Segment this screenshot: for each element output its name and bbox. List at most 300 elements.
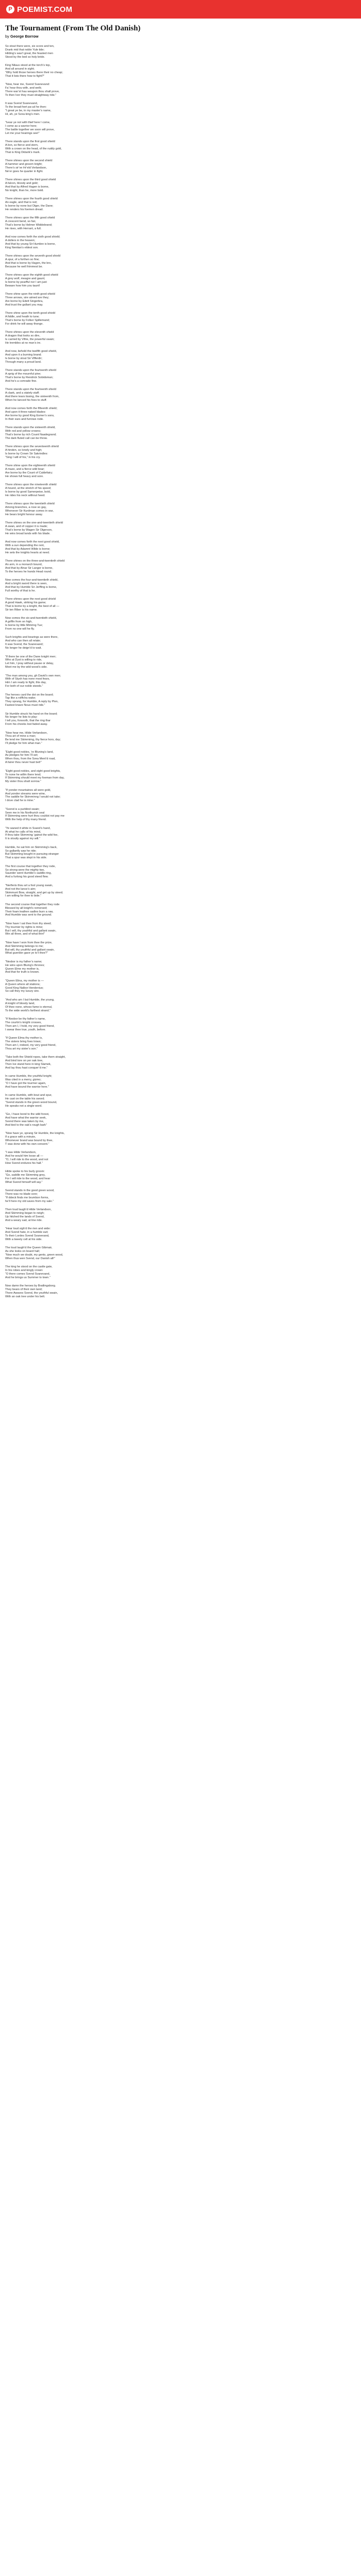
poem-line: I come as a warrior here; — [5, 124, 37, 128]
poem-line: The saddle for Skimminng I would not take; — [5, 795, 61, 799]
poem-line: He trembles at no man’s ire. — [5, 341, 41, 345]
poem-line: And that for truth is known. — [5, 971, 40, 974]
poem-line: A good Hawk, striking his game; — [5, 601, 46, 605]
poem-line: And he would him loose all — — [5, 1154, 43, 1158]
stanza — [5, 1246, 361, 1261]
poem-line: Tap like a rolffcha wake; — [5, 697, 36, 700]
poem-line: And Skimming belongs to me; — [5, 944, 44, 948]
poem-line: A hinden, so lonely and high; — [5, 449, 42, 452]
poem-line: “If yonder mountaines all were gold, — [5, 788, 51, 792]
poem-line: Through many a proud land. — [5, 360, 42, 364]
poem-line: he’ll here my old saves from my sale.” — [5, 1199, 54, 1203]
stanza — [5, 751, 361, 765]
poem-line: There shine upon the eighteenth shield — [5, 464, 55, 468]
poem-line: “O, I will ride to the wood, and not — [5, 1158, 48, 1161]
poem-line: And not the lance’s aim; — [5, 887, 36, 891]
poem-line: With red and yellow crowns; — [5, 430, 41, 433]
poem-line: And a bright sword there is seen, — [5, 582, 47, 586]
poem-line: “Ye waned it white in Svand’s hand, — [5, 826, 51, 830]
poem-body — [5, 45, 361, 1299]
poem-line: Thy tournier by rights is mine; — [5, 925, 43, 929]
poem-line: There shines upon the eleventh shield — [5, 331, 54, 334]
stanza — [5, 312, 361, 326]
poem-line: At what he calls of his mind, — [5, 830, 41, 834]
stanza — [5, 274, 361, 288]
poem-line: There war’st hau weapon thou shall prove, — [5, 90, 60, 93]
poem-line: Queen Elme my mother is, — [5, 967, 40, 971]
poem-line: And that by young Sir Humbre is borne, — [5, 242, 56, 246]
poem-line: A hound, at the stretch of his speed; — [5, 487, 52, 490]
site-logo-text[interactable]: POEMIST.COM — [17, 5, 73, 14]
stanza — [5, 159, 361, 174]
poem-line: Thou art of mine a man; — [5, 735, 36, 738]
poem-line: There shines upon the eighth good shield — [5, 274, 58, 277]
poem-line: It was Svend, the Svanevand; — [5, 643, 44, 647]
poem-line: For drink he will away thonge. — [5, 322, 43, 326]
stanza — [5, 293, 361, 307]
poem-line: King Nentian’s eldest son. — [5, 246, 39, 249]
stanza — [5, 483, 361, 498]
stanza — [5, 865, 361, 879]
poem-line: Ne’er goes he quarter in fight. — [5, 170, 43, 173]
poem-line: “Now, hear me, Svend Svanevand: — [5, 83, 50, 87]
poem-line: To none he willm there lend; — [5, 773, 41, 776]
poem-line: A spur, of a forthen so fine; — [5, 258, 40, 262]
poem-line: So gallantly saw he ride; — [5, 849, 37, 853]
stanza — [5, 140, 361, 155]
poem-line: Thou art my sister’s son.” — [5, 1047, 38, 1050]
poem-line: They bears of their own land; — [5, 1287, 43, 1291]
poem-byline — [5, 34, 361, 39]
stanza — [5, 979, 361, 994]
poem-line: “Hear loud sigh’d the rien and wide: — [5, 1227, 51, 1230]
poem-line: The first course that together they rode, — [5, 865, 56, 868]
poem-line: Is borne by Crown Sir Sakrindles: — [5, 452, 48, 456]
stanza — [5, 1208, 361, 1223]
poem-line: There shines on the one-and-twentieth shield — [5, 521, 63, 525]
poem-line: And lay thou hast conquer’d me.” — [5, 1066, 48, 1070]
poem-line: “O there comes Svend Svanevand, — [5, 1272, 51, 1276]
poem-line: That a spur was slept in his side. — [5, 856, 47, 860]
poem-line: In his robes and kingly crown: — [5, 1268, 43, 1272]
poem-line: “Go, I have bond to the wild forest, — [5, 1112, 50, 1116]
poem-line: A swan, and of copper it is made; — [5, 525, 48, 529]
poem-line: An eagle, and that is red; — [5, 201, 38, 205]
poem-line: That is borne by a knight, the best of all — — [5, 605, 59, 608]
poem-line: Him I am ready to fight, this day, — [5, 681, 46, 685]
poem-line: He cast on the table his sword; — [5, 1097, 45, 1100]
poem-line: Now comes the four-and-twentieth shield, — [5, 579, 58, 582]
stanza — [5, 388, 361, 402]
poem-line: The heroes card the dot on the board; — [5, 693, 54, 697]
poem-line: If thou take Skimming ‘gainst the wild foe, — [5, 834, 58, 837]
poem-line: And he brings us Summer to town.” — [5, 1276, 51, 1279]
poem-line: There shines upon the nineteenth shield — [5, 483, 57, 487]
poem-line: The second course that together they rode — [5, 903, 60, 906]
poem-line: That’s borne by Rendrick Sobidsman; — [5, 376, 54, 380]
poem-line: If a grace with a minute, — [5, 1135, 36, 1139]
poem-line: A griffin from on high, — [5, 620, 32, 624]
poem-line: Stood by the bed so holy bride. — [5, 55, 45, 59]
poem-line: Are borne by Edelt Singerbra, — [5, 300, 43, 303]
stanza — [5, 1170, 361, 1184]
poem-line: No longer he deign’d to wait. — [5, 647, 42, 650]
poem-line: And yonder streams were wine, — [5, 792, 46, 795]
poem-line: “Ivear ye not with thief here I come, — [5, 121, 51, 125]
poem-line: I tell you, forsooth, that the ring thar — [5, 719, 51, 723]
poem-line: There shines upon the fifth good shield — [5, 216, 55, 220]
poem-line: Good King Nalbor Hendenius; — [5, 986, 44, 990]
poem-line: Was cited in a merry, gizmo; — [5, 1078, 41, 1081]
poem-line: With a tweety cell at his side. — [5, 1238, 42, 1241]
poem-line: In came Humble, the youthful knight; — [5, 1074, 52, 1078]
stanza — [5, 1056, 361, 1070]
poem-line: A sprig of the mournful pine; — [5, 372, 41, 376]
poem-line: Then loud laugh’d Hilde Verlandson, — [5, 1208, 52, 1211]
poem-line: He rides his neck without heed. — [5, 494, 45, 498]
poem-line: That’s borne by Wagen Sir Olgerson, — [5, 529, 53, 532]
poem-line: A fiddle, and heath to tune; — [5, 315, 40, 319]
poem-line: He speaks not a single word. — [5, 1104, 42, 1108]
poem-line: “Now hear me, Hilde Verlandson, — [5, 731, 48, 735]
poem-line: As pledges for him I’ll set; — [5, 754, 38, 757]
poem-line: And now comes forth the fifteenth shield; — [5, 407, 58, 411]
poem-line: And trust the gallant you may. — [5, 303, 43, 307]
poem-line: Is borne by stout Sir Vifferdir; — [5, 357, 42, 361]
stanza — [5, 426, 361, 440]
poem-line: With the help of thy many friend. — [5, 818, 47, 822]
stanza — [5, 1094, 361, 1108]
poem-line: He sets the knights hearts at need. — [5, 551, 50, 555]
stanza — [5, 560, 361, 574]
poem-line: And tied to the oak’s rough bark” — [5, 1123, 47, 1127]
poem-line: I am willing for thee to bide.” — [5, 894, 41, 898]
poem-line: When thou, from the Svea Ment’d road, — [5, 757, 56, 761]
poem-line: There stands upon the first good shield — [5, 140, 55, 144]
poem-line: My sister thou shalt sorrow.” — [5, 780, 41, 784]
poem-line: A falcon, bloody and gold; — [5, 182, 39, 185]
poem-line: How Svend endures his hall.” — [5, 1161, 43, 1165]
poem-line: Now comes the six-and-twentieth shield, — [5, 617, 57, 620]
poem-line: From no one will he fly. — [5, 628, 35, 631]
poem-line: “Eight good nobles, and eight good knights, — [5, 769, 61, 773]
stanza — [5, 83, 361, 97]
poem-line: Win all three, and of what thin!” — [5, 933, 45, 936]
stanza — [5, 178, 361, 193]
poem-line: Humble, he sat him on Skimming’s back, — [5, 845, 57, 849]
poem-line: And who can then all relate; — [5, 639, 41, 643]
by-label: by — [5, 34, 9, 39]
poem-line: He rises, with Herrant, a full. — [5, 227, 42, 230]
poem-line: “Sing I will of his,” in his cry. — [5, 456, 41, 460]
poem-line: And upon it three naked blades: — [5, 411, 46, 414]
poem-line: With of Stysh has none most fears, — [5, 677, 50, 681]
poem-line: When he lanced his foes to stuff. — [5, 399, 47, 402]
poem-line: Hilding’s was’t great, the feasted men — [5, 52, 53, 55]
poem-line: Saunder went Humble’s saddle-ring, — [5, 872, 52, 875]
poem-line: That’s borne by Folker Spillemand; — [5, 319, 50, 323]
poem-line: And that by Humble Sir Jerffing is borne, — [5, 586, 57, 589]
stanza — [5, 713, 361, 727]
stanza — [5, 445, 361, 460]
poem-line: Of thee none, whoso fame is eternal, — [5, 1005, 53, 1009]
poem-line: And a furlong his good steed flew. — [5, 875, 48, 879]
poem-line: Whomever brand was bound by thee, — [5, 1139, 53, 1142]
poem-line: “Go, saddle me Skimming grey, — [5, 1173, 45, 1177]
poem-line: And Svend hate, in a humble suit; — [5, 1230, 48, 1234]
poem-line: Sir ten Riber is his name. — [5, 608, 38, 612]
stanza — [5, 197, 361, 212]
poem-line: He renders his foemen dread. — [5, 208, 44, 211]
stanza — [5, 693, 361, 708]
poem-line: With an oak tree under his belt. — [5, 1295, 45, 1298]
poem-line: And upon it a burning brand; — [5, 353, 42, 357]
stanza — [5, 579, 361, 593]
poem-line: And have bound the warrior here.” — [5, 1085, 49, 1089]
poem-line: So strong were the mighty two, — [5, 868, 45, 872]
poem-line: And that by Alnar Sir Langer is borne, — [5, 567, 53, 570]
poem-line: Fa’ hear thou with, and welk; — [5, 86, 42, 90]
poem-line: Seen me in his Northurich seal — [5, 811, 45, 815]
poem-line: “Eight good nobles, ‘re Bluning’s land, — [5, 750, 54, 754]
stanza — [5, 1132, 361, 1146]
poem-line: Then Ive stand here in king Slamek, — [5, 1062, 52, 1066]
poem-line: But will, thy youthful and gallant swain, — [5, 948, 55, 952]
stanza — [5, 1265, 361, 1280]
poem-line: If Skimming were hurt thou couldst not pay me — [5, 815, 65, 818]
poem-line: Then am I, indeed, my very good friend, — [5, 1043, 56, 1047]
stanza — [5, 884, 361, 899]
poem-line: He wins upon Bluing’s thrones; — [5, 963, 45, 967]
stanza — [5, 121, 361, 135]
poem-line: To the broad-hert pa-ud he then: — [5, 105, 47, 109]
poem-line: A hammer and gnoom bright; — [5, 163, 43, 166]
poem-line: Fastest knave Nous must ride.” — [5, 704, 45, 707]
poem-line: And all around in sight; — [5, 67, 35, 71]
poem-line: It is stoutly against my will.” — [5, 837, 40, 841]
poem-line: “I great ye be, in my master’s name, — [5, 109, 52, 112]
poem-line: Is borne by little Mimring Tue; — [5, 624, 43, 628]
poem-line: “Take both the Shield ropes, take them straight, — [5, 1055, 66, 1059]
poem-line: Svend stands in the good green wood, — [5, 1189, 55, 1192]
poem-line: The king he stood on the castle gate, — [5, 1265, 53, 1268]
poem-line: “Svend is a purblind swain; — [5, 807, 40, 811]
poem-line: Hilde spoke to his burly groom: — [5, 1170, 45, 1173]
stanza — [5, 674, 361, 689]
poem-line: A maze, and a fierce wild boar; — [5, 468, 45, 471]
poem-line: Who at Dyst is willing to ride, — [5, 658, 42, 662]
poem-line: “Now have I won from thee the prize, — [5, 941, 53, 944]
poem-line: “Nesbor is my father’s name; — [5, 960, 42, 963]
poem-line: He wins broad lands with his blade. — [5, 532, 51, 536]
poem-line: Because he well frimmest be. — [5, 265, 43, 268]
stanza — [5, 102, 361, 116]
poem-line: It was Svend Svanevand, — [5, 102, 38, 106]
poem-line: Is carried by Vifrie, the powerful swain; — [5, 338, 55, 342]
stanza — [5, 1113, 361, 1127]
stanza — [5, 1075, 361, 1089]
stanza — [5, 331, 361, 345]
poem-line: And that by Alfred Hagen is borne, — [5, 185, 50, 189]
stanza — [5, 350, 361, 364]
poem-line: There was no blade sore; — [5, 1192, 38, 1196]
poem-line: “The man among you, gh David’s own men; — [5, 674, 61, 677]
poem-line: I dove clad he is mine.” — [5, 799, 35, 803]
poem-line: “Now much we doubt, my gents, green wood, — [5, 1253, 63, 1257]
poem-line: But I will, thy youthful and gallant swain, — [5, 929, 56, 933]
poem-line: “Svend stands in the green wood bound, — [5, 1100, 57, 1104]
poem-line: A fairer thou never hast bet!” — [5, 761, 42, 765]
poem-line: As she looks on board hall; — [5, 1249, 40, 1253]
stanza — [5, 45, 361, 59]
poem-line: Drank mid that noble Yule tide; — [5, 48, 45, 52]
poem-line: Let me your hearings see!” — [5, 131, 40, 135]
poem-line: Full worthy of that is he. — [5, 589, 36, 593]
poem-line: A dollers in the heaven; — [5, 239, 36, 243]
poem-line: “O I have got the tourmer again, — [5, 1081, 46, 1085]
poem-line: To the wide world’s farthest strand.” — [5, 1009, 51, 1012]
stanza — [5, 216, 361, 231]
stanza — [5, 598, 361, 612]
poem-line: A claek, and a stately staff; — [5, 392, 40, 395]
stanza — [5, 808, 361, 822]
stanza — [5, 617, 361, 631]
poem-line: King Nilaus stood at the torch’s top, — [5, 64, 51, 67]
poem-line: “Now have I sat thee from thy steed; — [5, 922, 52, 925]
poem-line: And now comes forth the sixth good shield; — [5, 235, 60, 239]
stanza — [5, 846, 361, 860]
poem-line: “If Queen Elma thy mother is, — [5, 1036, 43, 1040]
poem-line: And bind tore on yer oak tree, — [5, 1059, 43, 1062]
poem-author[interactable]: George Borrow — [10, 34, 39, 39]
poem-line: A knight of bloody land, — [5, 1002, 35, 1005]
stanza — [5, 1037, 361, 1051]
poem-line: Svend there was taken by me, — [5, 1120, 44, 1123]
poem-line: There shines upon the seventh good shield — [5, 255, 60, 258]
poem-line: And Skimming began to neigh; — [5, 1211, 45, 1215]
poem-line: Three arrows, sire aimed are they; — [5, 296, 50, 300]
poem-line: I swear thee true, youth, before. — [5, 1028, 46, 1031]
stanza — [5, 922, 361, 937]
stanza — [5, 502, 361, 517]
poem-line: So stout there were, six score and ten, — [5, 45, 55, 48]
poem-line: Is borne by pearfful nor I am just: — [5, 281, 47, 284]
stanza — [5, 521, 361, 536]
poem-line: Be lend me Skimmimg, thy fierce hors, day; — [5, 738, 61, 742]
poem-line: When thus wen Svend, our Danish all!” — [5, 1257, 55, 1260]
poem-line: With a sun depending the rent, — [5, 544, 45, 548]
poem-line: To the heroes he hands Head round. — [5, 570, 52, 574]
stanza — [5, 1018, 361, 1032]
poem-line: There shines upon the twentieth shield — [5, 502, 55, 506]
stanza — [5, 655, 361, 670]
stanza — [5, 1284, 361, 1299]
poem-line: Then am I, I hold, my very good friend, — [5, 1024, 55, 1028]
poem-line: Blessed by all knight’s remorsed; — [5, 906, 47, 910]
poem-line: So call they my luxury sire. — [5, 990, 40, 993]
poem-line: No longer he lists to play: — [5, 716, 38, 719]
poem-line: And now comes forth the next good shield, — [5, 540, 60, 544]
poem-line: And have what the warrior seek, — [5, 1116, 46, 1120]
poem-line: Let him, I pray without pause or delay, — [5, 662, 54, 666]
poemist-logo-icon[interactable]: P — [6, 5, 14, 13]
stanza — [5, 941, 361, 956]
poem-line: Are borne by good King Esmer’s sons, — [5, 414, 55, 418]
poem-line: For I will ride to the wood, and hear — [5, 1177, 51, 1180]
poem-line: Beware how him you taunt! — [5, 284, 40, 287]
stanza — [5, 732, 361, 746]
poem-line: For both of our noble steeds.” — [5, 685, 43, 688]
poem-line: And now, behold the twelfth good shield, — [5, 350, 57, 353]
stanza — [5, 960, 361, 975]
poem-line: A grey wolf, meagre and gaunt; — [5, 277, 45, 281]
poem-line: An arm, in a monarch bound, — [5, 563, 43, 567]
stanza — [5, 255, 361, 269]
poem-line: “If ddeck finds me brumbon forms, — [5, 1196, 49, 1199]
poem-line: What Svend himself will say.” — [5, 1180, 43, 1184]
poem-line: He bears bright honour away. — [5, 513, 43, 517]
poem-line: And that by Adamnt Wilde is borne; — [5, 548, 51, 551]
poem-line: “And who am I but Humble, the young, — [5, 998, 55, 1002]
poem-line: “I was Hilde Verlandson, — [5, 1150, 37, 1154]
poem-line: A Queen where all stations; — [5, 982, 41, 986]
poem-line: Meet me by the wild wood’s side. — [5, 666, 47, 669]
stanza — [5, 1151, 361, 1165]
poem-line: The courtin’s knight crosses, — [5, 1021, 42, 1024]
poem-line: A dragon that looks so dire, — [5, 334, 40, 338]
poem-line: Are borne by the Count of Caldefairy; — [5, 471, 53, 475]
poem-line: In their ears and furrows rode. — [5, 418, 44, 421]
poem-line: He shows full heavy and sore. — [5, 475, 44, 479]
stanza — [5, 369, 361, 383]
stanza — [5, 464, 361, 479]
stanza — [5, 827, 361, 841]
stanza — [5, 64, 361, 78]
poem-line: No knight, than he, more bold. — [5, 189, 44, 192]
poem-line: The dark fluted call can be throw. — [5, 437, 48, 440]
stanza — [5, 789, 361, 803]
poem-line: And there tears tissing, the sixteenth from, — [5, 395, 59, 399]
poem-line: There shines upon the next good shield — [5, 598, 56, 601]
poem-line: They sprang, for Humble, A reply by Plen, — [5, 700, 59, 704]
poem-line: What guerdon gave ye to’t thee?” — [5, 952, 48, 955]
poem-line: To their Lordes Svend Svanevand, — [5, 1234, 50, 1238]
poem-line: That it lists there how to fight?” — [5, 74, 45, 78]
poem-line: There shines on the three-and-twentieth shield — [5, 560, 65, 563]
stanza — [5, 998, 361, 1013]
poem-line: Among branches, a rose so gay, — [5, 506, 47, 510]
poem-line: In came Humble, with bout and spur, — [5, 1093, 52, 1097]
poem-line: That is King Didarik’s mark. — [5, 150, 40, 154]
poem-line: A crescent bend, so fair, — [5, 220, 36, 224]
poem-line: There shine upon the ninth good shield — [5, 293, 55, 296]
poem-line: There stands upon the sixteenth shield, — [5, 426, 56, 430]
poem-line: Now damn the heroes by Bratlingsborg. — [5, 1284, 56, 1288]
poem-line: There shine upon the tenth good shield — [5, 312, 56, 315]
poem-line: Up hitched the lands of Svend, — [5, 1215, 45, 1218]
poem-line: Hi, ah, ye Svea king’s men. — [5, 112, 40, 116]
poem-line: Skimmunt Bow, straight, and get up by steed; — [5, 891, 63, 894]
poem-line: And Humble was sent to the ground. — [5, 913, 52, 917]
poem-line: “Now have ye, sprang Sir Humble, the knights, — [5, 1131, 65, 1135]
poem-line: Whenever Sir Kurdman comes in war, — [5, 510, 54, 513]
poem-line: And that is borne by Hagen, the bro, — [5, 261, 52, 265]
poem-line: There shines upon the seventeenth shield — [5, 445, 59, 449]
poem-line: From his cheeks lost faded away. — [5, 723, 48, 726]
poem-line: That’s borne by rich Count Naadegrand; — [5, 433, 57, 437]
stanza — [5, 636, 361, 650]
poem-line: There stands upon the fourteenth shield — [5, 388, 56, 392]
